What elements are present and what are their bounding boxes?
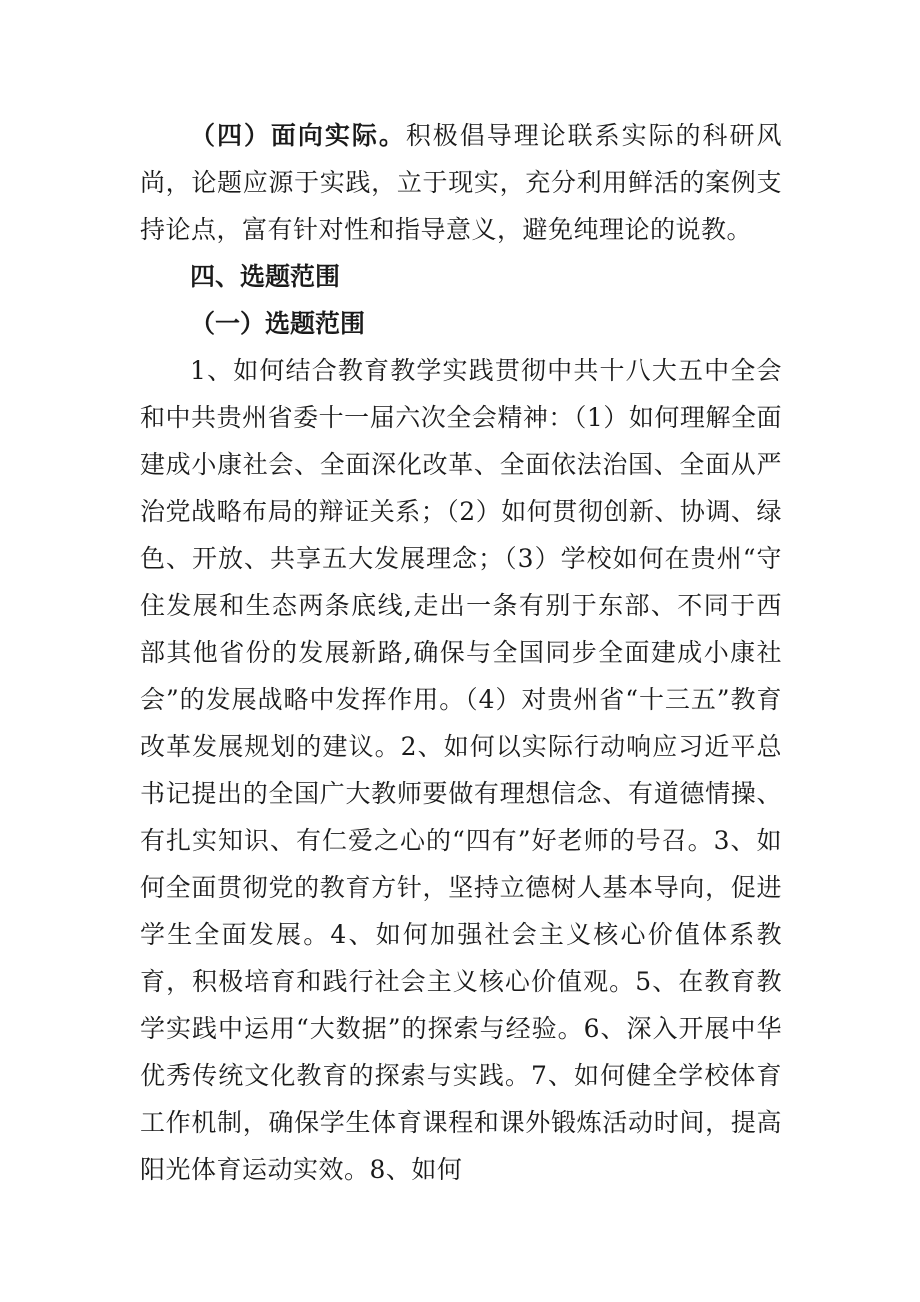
paragraph-principle-four bbox=[140, 112, 782, 253]
principle-four-text: 积极倡导理论联系实际的科研风尚，论题应源于实践，立于现实，充分利用鲜活的案例支持论点，富有针对性和指导意义，避免纯理论的说教。 bbox=[140, 121, 782, 244]
principle-four-heading: （四）面向实际。 bbox=[190, 121, 406, 150]
subsection-heading-topic-scope: （一）选题范围 bbox=[190, 309, 366, 338]
paragraph-topic-list: 1、如何结合教育教学实践贯彻中共十八大五中全会和中共贵州省委十一届六次全会精神：（1）如何理解全面建成小康社会、全面深化改革、全面依法治国、全面从严治党战略布局的辩证关系；（2）如何贯彻创新、协调、绿色、开放、共享五大发展理念；（3）学校如何在贵州“守住发展和生态两条底线,走出一条有别于东部、不同于西部其他省份的发展新路,确保与全国同步全面建成小康社会”的发展战略中发挥作用。（4）对贵州省“十三五”教育改革发展规划的建议。2、如何以实际行动响应习近平总书记提出的全国广大教师要做有理想信念、有道德情操、有扎实知识、有仁爱之心的“四有”好老师的号召。3、如何全面贯彻党的教育方针，坚持立德树人基本导向，促进学生全面发展。4、如何加强社会主义核心价值体系教育，积极培育和践行社会主义核心价值观。5、在教育教学实践中运用“大数据”的探索与经验。6、深入开展中华优秀传统文化教育的探索与实践。7、如何健全学校体育工作机制，确保学生体育课程和课外锻炼活动时间，提高阳光体育运动实效。8、如何 bbox=[140, 356, 782, 1184]
document-body bbox=[140, 112, 782, 1193]
section-heading-topic-scope: 四、选题范围 bbox=[190, 262, 341, 291]
